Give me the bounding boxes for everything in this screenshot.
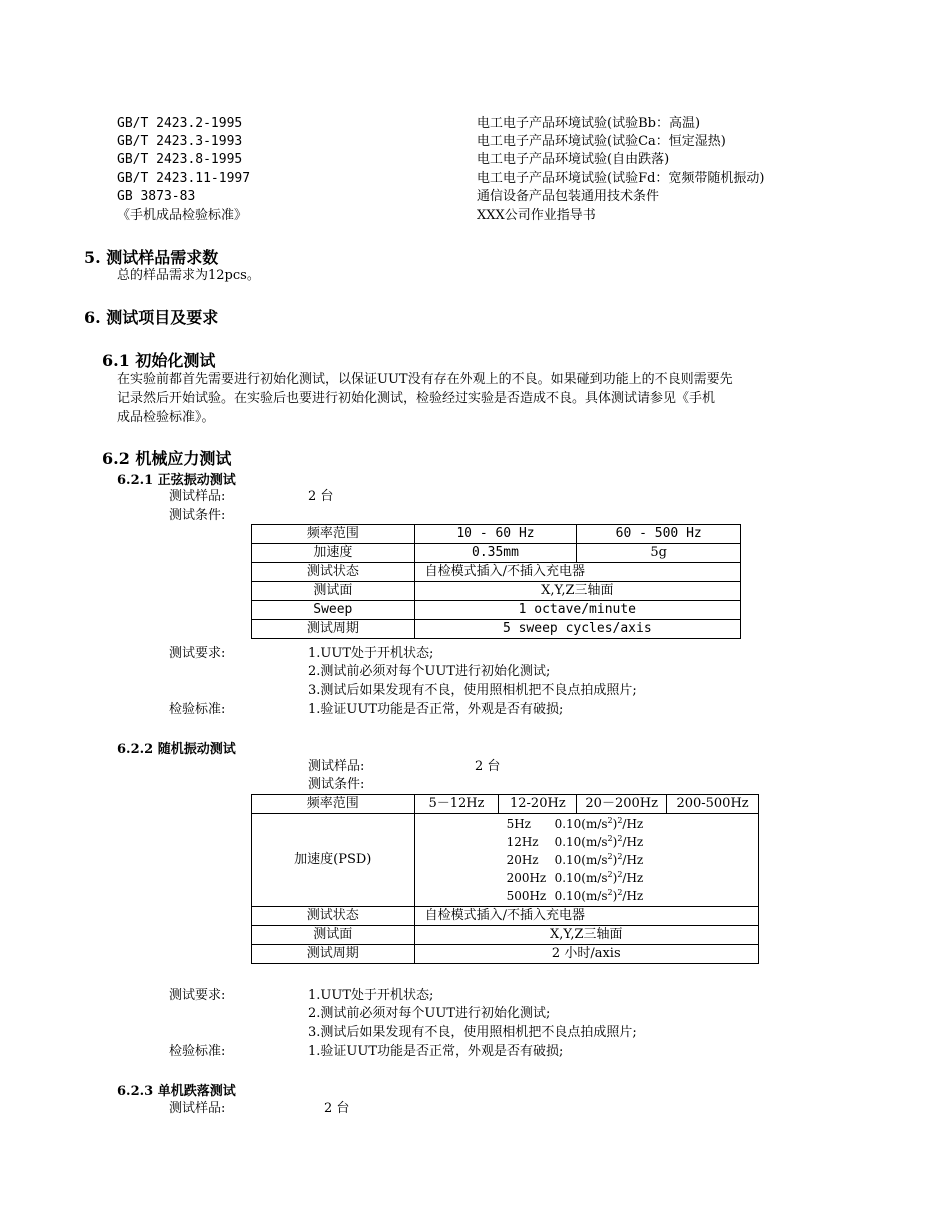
requirement-item: 3.测试后如果发现有不良，使用照相机把不良点拍成照片; [308,1025,637,1040]
standard-code: GB/T 2423.11-1997 [117,171,251,186]
standard-code: GB/T 2423.2-1995 [117,116,243,131]
table-cell: 5g [577,544,741,563]
samples-value: 2 台 [308,489,334,504]
section-6-2-1-heading: 6.2.1 正弦振动测试 [117,473,236,488]
samples-value: 2 台 [475,759,501,774]
psd-paren: ) [612,835,618,849]
psd-paren: ) [612,889,618,903]
standard-title: 电工电子产品环境试验(试验Bb：高温) [477,116,701,131]
section-5-body: 总的样品需求为12pcs。 [117,268,260,283]
table-cell: 测试面 [252,582,415,601]
psd-freq: 20Hz [506,853,539,867]
requirements-label: 测试要求: [169,646,226,661]
psd-freq: 5Hz [506,817,531,831]
table-cell: 200-500Hz [667,795,759,814]
psd-unit: /Hz [622,853,644,867]
random-vibration-table [251,794,759,964]
samples-label: 测试样品: [308,759,365,774]
table-cell: 测试周期 [252,620,415,639]
table-cell: 自检模式插入/不插入充电器 [414,563,740,582]
section-6-2-2-heading: 6.2.2 随机振动测试 [117,742,236,757]
table-cell: 加速度(PSD) [252,814,415,907]
psd-exponent: 2 [607,816,613,825]
psd-unit: /Hz [622,817,644,831]
standard-title: 电工电子产品环境试验(自由跌落) [477,152,670,167]
samples-label: 测试样品: [169,489,226,504]
section-6-1-line: 在实验前都首先需要进行初始化测试，以保证UUT没有存在外观上的不良。如果碰到功能上的不良则需要先 [117,372,733,387]
psd-freq: 500Hz [506,889,547,903]
standard-title: 电工电子产品环境试验(试验Fd：宽频带随机振动) [477,171,765,186]
psd-exponent: 2 [617,852,623,861]
section-6-1-heading: 6.1 初始化测试 [102,351,216,370]
psd-value: 0.10(m/s [554,853,608,867]
psd-value: 0.10(m/s [554,871,608,885]
section-6-heading: 6. 测试项目及要求 [84,308,219,327]
psd-freq: 12Hz [506,835,539,849]
samples-label: 测试样品: [169,1101,226,1116]
requirement-item: 3.测试后如果发现有不良，使用照相机把不良点拍成照片; [308,683,637,698]
table-cell: X,Y,Z三轴面 [414,582,740,601]
requirement-item: 2.测试前必须对每个UUT进行初始化测试; [308,1006,551,1021]
table-cell: 12-20Hz [499,795,577,814]
standard-code: GB/T 2423.3-1993 [117,134,243,149]
standard-code: 《手机成品检验标准》 [117,208,248,223]
table-cell: 自检模式插入/不插入充电器 [414,907,758,926]
standard-title: 通信设备产品包装通用技术条件 [477,189,660,204]
inspection-item: 1.验证UUT功能是否正常，外观是否有破损; [308,1044,564,1059]
section-6-1-line: 记录然后开始试验。在实验后也要进行初始化测试，检验经过实验是否造成不良。具体测试请参见《手机 [117,391,716,406]
conditions-label: 测试条件: [308,777,365,792]
inspection-label: 检验标准: [169,702,226,717]
psd-exponent: 2 [617,816,623,825]
psd-line [507,833,758,851]
requirement-item: 1.UUT处于开机状态; [308,988,434,1003]
table-cell: 2 小时/axis [414,945,758,964]
table-cell: 测试面 [252,926,415,945]
table-row [252,620,741,639]
table-cell: 1 octave/minute [414,601,740,620]
table-row [252,907,759,926]
inspection-item: 1.验证UUT功能是否正常，外观是否有破损; [308,702,564,717]
table-cell: 频率范围 [252,795,415,814]
table-row [252,525,741,544]
psd-exponent: 2 [617,888,623,897]
table-cell: 测试状态 [252,907,415,926]
table-cell: 测试状态 [252,563,415,582]
table-cell: 5－12Hz [414,795,499,814]
sine-vibration-table [251,524,741,639]
psd-exponent: 2 [607,852,613,861]
table-row [252,795,759,814]
psd-unit: /Hz [622,835,644,849]
section-6-2-heading: 6.2 机械应力测试 [102,449,232,468]
requirements-label: 测试要求: [169,988,226,1003]
psd-unit: /Hz [622,871,644,885]
table-row [252,563,741,582]
table-cell: 加速度 [252,544,415,563]
psd-exponent: 2 [607,888,613,897]
section-5-heading: 5. 测试样品需求数 [84,248,219,267]
psd-exponent: 2 [607,870,613,879]
table-cell: 5 sweep cycles/axis [414,620,740,639]
psd-exponent: 2 [617,870,623,879]
conditions-label: 测试条件: [169,508,226,523]
psd-paren: ) [612,871,618,885]
table-cell: 测试周期 [252,945,415,964]
samples-value: 2 台 [324,1101,350,1116]
psd-value: 0.10(m/s [554,835,608,849]
psd-line [507,851,758,869]
table-row [252,926,759,945]
table-row [252,945,759,964]
table-cell: 0.35mm [414,544,577,563]
table-row [252,601,741,620]
table-cell: 频率范围 [252,525,415,544]
table-row [252,544,741,563]
standard-title: 电工电子产品环境试验(试验Ca：恒定湿热) [477,134,726,149]
table-cell: Sweep [252,601,415,620]
section-6-2-3-heading: 6.2.3 单机跌落测试 [117,1084,236,1099]
table-row [252,814,759,907]
table-cell: 20－200Hz [577,795,667,814]
requirement-item: 1.UUT处于开机状态; [308,646,434,661]
psd-values-cell [414,814,758,907]
psd-unit: /Hz [622,889,644,903]
psd-paren: ) [612,817,618,831]
psd-value: 0.10(m/s [554,817,608,831]
table-cell: 60 - 500 Hz [577,525,741,544]
standard-title: XXX公司作业指导书 [477,208,596,223]
psd-paren: ) [612,853,618,867]
psd-line [507,887,758,905]
table-cell: X,Y,Z三轴面 [414,926,758,945]
psd-exponent: 2 [607,834,613,843]
psd-freq: 200Hz [506,871,547,885]
psd-exponent: 2 [617,834,623,843]
standard-code: GB/T 2423.8-1995 [117,152,243,167]
requirement-item: 2.测试前必须对每个UUT进行初始化测试; [308,664,551,679]
standard-code: GB 3873-83 [117,189,196,204]
inspection-label: 检验标准: [169,1044,226,1059]
psd-line [507,815,758,833]
table-cell: 10 - 60 Hz [414,525,577,544]
psd-value: 0.10(m/s [554,889,608,903]
section-6-1-line: 成品检验标准》。 [117,410,215,425]
table-row [252,582,741,601]
psd-line [507,869,758,887]
